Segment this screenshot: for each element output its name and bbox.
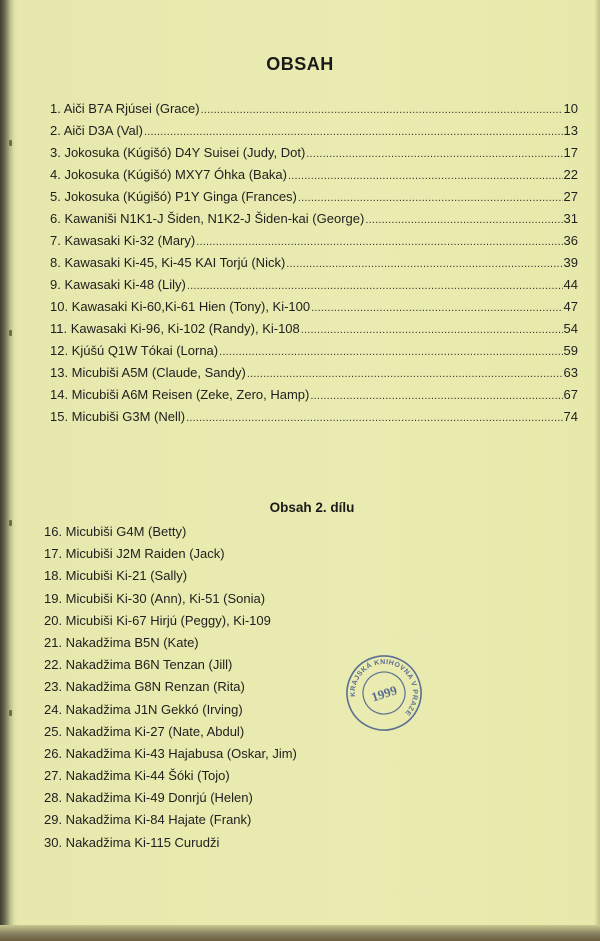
dot-leader [365, 209, 562, 231]
toc-page-number: 59 [563, 343, 578, 358]
toc-entry [50, 318, 578, 340]
toc-page-number: 17 [563, 145, 578, 160]
binding-stitch [9, 520, 12, 526]
toc-page-number: 39 [563, 255, 578, 270]
dot-leader [310, 385, 562, 407]
book-bottom-edge [0, 925, 600, 941]
dot-leader [186, 407, 562, 429]
part-2-heading: Obsah 2. dílu [269, 500, 355, 515]
toc-page-number: 74 [563, 409, 578, 424]
toc-entry-title: 2. Aiči D3A (Val) [50, 123, 143, 138]
dot-leader [201, 99, 563, 121]
toc-page-number: 27 [563, 189, 578, 204]
toc-entry: 24. Nakadžima J1N Gekkó (Irving) [44, 701, 243, 717]
toc-entry [50, 406, 578, 428]
dot-leader [144, 121, 563, 143]
toc-page-number: 54 [563, 321, 578, 336]
toc-page-number: 22 [563, 167, 578, 182]
toc-entry: 17. Micubiši J2M Raiden (Jack) [44, 546, 225, 562]
toc-entry: 20. Micubiši Ki-67 Hirjú (Peggy), Ki-109 [44, 612, 271, 628]
toc-entry: 19. Micubiši Ki-30 (Ann), Ki-51 (Sonia) [44, 590, 266, 606]
toc-page-number: 44 [563, 277, 578, 292]
toc-entry: 18. Micubiši Ki-21 (Sally) [44, 568, 188, 584]
toc-entry: 21. Nakadžima B5N (Kate) [44, 634, 199, 650]
dot-leader [187, 275, 563, 297]
binding-stitch [9, 330, 12, 336]
toc-entry [50, 274, 578, 296]
toc-page-number: 67 [563, 387, 578, 402]
toc-entry: 25. Nakadžima Ki-27 (Nate, Abdul) [44, 723, 245, 739]
toc-entry: 26. Nakadžima Ki-43 Hajabusa (Oskar, Jim) [44, 745, 297, 761]
toc-entry [50, 252, 578, 274]
toc-entry: 23. Nakadžima G8N Renzan (Rita) [44, 679, 245, 695]
toc-page-number: 36 [563, 233, 578, 248]
toc-entry: 16. Micubiši G4M (Betty) [44, 524, 187, 539]
toc-entry: 22. Nakadžima B6N Tenzan (Jill) [44, 657, 233, 673]
toc-entry [50, 230, 578, 252]
toc-entry-title: 4. Jokosuka (Kúgišó) MXY7 Óhka (Baka) [50, 167, 287, 182]
contents-list-part-1 [50, 98, 578, 428]
toc-entry [50, 142, 578, 164]
toc-entry [50, 120, 578, 142]
toc-entry [50, 296, 578, 318]
toc-entry-title: 7. Kawasaki Ki-32 (Mary) [50, 233, 196, 248]
toc-entry-title: 13. Micubiši A5M (Claude, Sandy) [50, 365, 246, 380]
toc-page-number: 10 [563, 101, 578, 116]
stamp-ring-text: KRAJSKÁ KNIHOVNA V PRAZE [349, 658, 419, 717]
dot-leader [247, 363, 563, 385]
toc-entry-title: 10. Kawasaki Ki-60,Ki-61 Hien (Tony), Ki-100 [50, 299, 311, 314]
dot-leader [311, 297, 562, 319]
toc-entry-title: 12. Kjúšú Q1W Tókai (Lorna) [50, 343, 219, 358]
toc-entry [50, 384, 578, 406]
toc-entry [50, 362, 578, 384]
binding-stitch [9, 710, 12, 716]
stamp-year: 1999 [369, 682, 399, 705]
library-stamp [343, 652, 425, 734]
page-title: OBSAH [266, 54, 334, 74]
toc-entry-title: 3. Jokosuka (Kúgišó) D4Y Suisei (Judy, Dot) [50, 145, 306, 160]
toc-entry-title: 6. Kawaniši N1K1-J Šiden, N1K2-J Šiden-kai (George) [50, 211, 365, 226]
toc-entry-title: 1. Aiči B7A Rjúsei (Grace) [50, 101, 200, 116]
dot-leader [306, 143, 562, 165]
toc-page-number: 31 [563, 211, 578, 226]
toc-entry-title: 14. Micubiši A6M Reisen (Zeke, Zero, Hamp) [50, 387, 310, 402]
toc-entry: 28. Nakadžima Ki-49 Donrjú (Helen) [44, 790, 253, 806]
toc-entry-title: 15. Micubiši G3M (Nell) [50, 409, 186, 424]
toc-entry [50, 340, 578, 362]
toc-entry-title: 8. Kawasaki Ki-45, Ki-45 KAI Torjú (Nick) [50, 255, 286, 270]
dot-leader [301, 319, 563, 341]
toc-page-number: 13 [563, 123, 578, 138]
dot-leader [298, 187, 563, 209]
dot-leader [219, 341, 562, 363]
toc-entry-title: 11. Kawasaki Ki-96, Ki-102 (Randy), Ki-108 [50, 321, 300, 336]
toc-entry: 27. Nakadžima Ki-44 Šóki (Tojo) [44, 768, 230, 784]
toc-entry: 30. Nakadžima Ki-115 Curudži [44, 834, 220, 850]
page-edge [594, 0, 600, 941]
toc-entry [50, 164, 578, 186]
toc-entry [50, 208, 578, 230]
toc-entry-title: 9. Kawasaki Ki-48 (Lily) [50, 277, 186, 292]
binding-stitch [9, 140, 12, 146]
toc-page-number: 63 [563, 365, 578, 380]
dot-leader [196, 231, 562, 253]
toc-page-number: 47 [563, 299, 578, 314]
dot-leader [286, 253, 562, 275]
toc-entry [50, 186, 578, 208]
toc-entry: 29. Nakadžima Ki-84 Hajate (Frank) [44, 812, 252, 828]
toc-entry-title: 5. Jokosuka (Kúgišó) P1Y Ginga (Frances) [50, 189, 297, 204]
dot-leader [288, 165, 563, 187]
toc-entry [50, 98, 578, 120]
